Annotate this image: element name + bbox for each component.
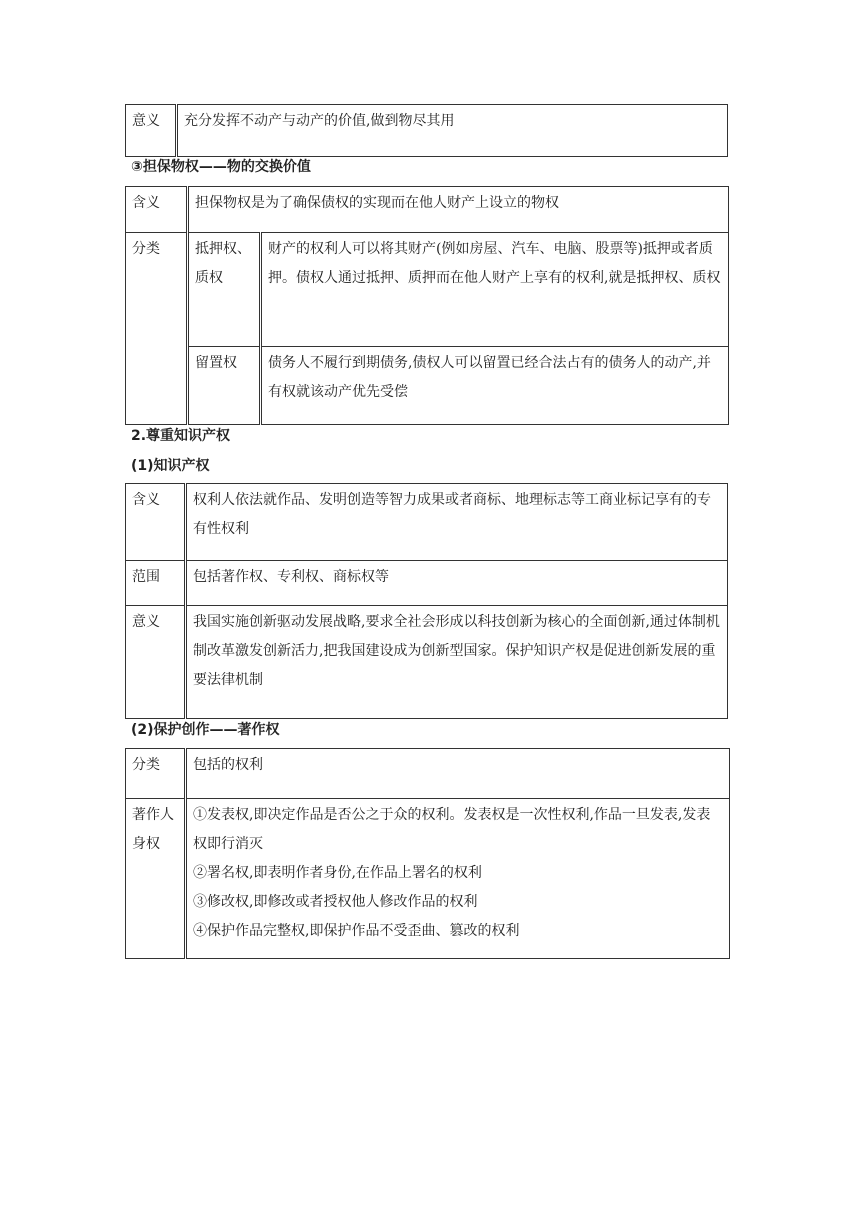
lien-label: 留置权	[188, 347, 261, 425]
copyright-class-content: 包括的权利	[186, 749, 730, 799]
right-item-attribution: ②署名权,即表明作者身份,在作品上署名的权利	[193, 865, 482, 881]
meaning-label: 含义	[126, 187, 188, 233]
security-right-table	[125, 186, 729, 425]
security-right-heading: ③担保物权——物的交换价值	[131, 159, 311, 175]
ip-scope-label: 范围	[126, 561, 186, 606]
copyright-table	[125, 748, 730, 959]
respect-ip-heading: 2.尊重知识产权	[131, 428, 231, 444]
classification-label: 分类	[126, 233, 188, 425]
meaning-content: 担保物权是为了确保债权的实现而在他人财产上设立的物权	[188, 187, 729, 233]
copyright-heading: (2)保护创作——著作权	[131, 722, 280, 738]
intellectual-property-table	[125, 483, 728, 719]
mortgage-pledge-content: 财产的权利人可以将其财产(例如房屋、汽车、电脑、股票等)抵押或者质押。债权人通过抵押、质押而在他人财产上享有的权利,就是抵押权、质权	[261, 233, 729, 347]
ip-significance-label: 意义	[126, 606, 186, 719]
ip-scope-content: 包括著作权、专利权、商标权等	[186, 561, 728, 606]
usage-significance-table	[125, 104, 728, 157]
ip-meaning-label: 含义	[126, 484, 186, 561]
significance-content: 充分发挥不动产与动产的价值,做到物尽其用	[177, 105, 728, 157]
mortgage-pledge-label: 抵押权、质权	[188, 233, 261, 347]
ip-significance-content: 我国实施创新驱动发展战略,要求全社会形成以科技创新为核心的全面创新,通过体制机制改革激发创新活力,把我国建设成为创新型国家。保护知识产权是促进创新发展的重要法律机制	[186, 606, 728, 719]
lien-content: 债务人不履行到期债务,债权人可以留置已经合法占有的债务人的动产,并有权就该动产优先受偿	[261, 347, 729, 425]
right-item-publish: ①发表权,即决定作品是否公之于众的权利。发表权是一次性权利,作品一旦发表,发表权即行消灭	[193, 807, 711, 852]
right-item-modify: ③修改权,即修改或者授权他人修改作品的权利	[193, 894, 478, 910]
copyright-class-label: 分类	[126, 749, 186, 799]
right-item-integrity: ④保护作品完整权,即保护作品不受歪曲、篡改的权利	[193, 923, 520, 939]
personal-rights-list	[186, 799, 730, 959]
personal-rights-label: 著作人身权	[126, 799, 186, 959]
ip-subheading: (1)知识产权	[131, 458, 210, 474]
ip-meaning-content: 权利人依法就作品、发明创造等智力成果或者商标、地理标志等工商业标记享有的专有性权利	[186, 484, 728, 561]
significance-label: 意义	[126, 105, 177, 157]
